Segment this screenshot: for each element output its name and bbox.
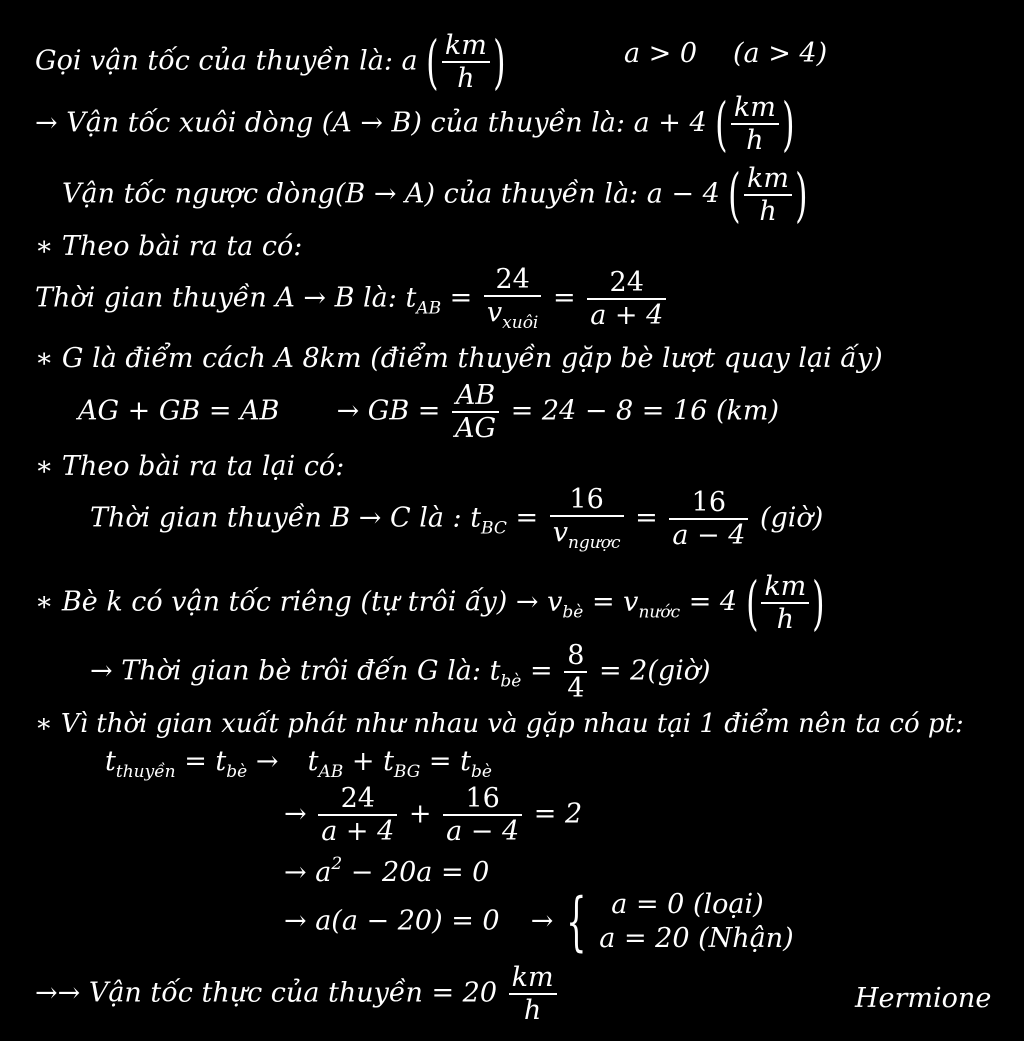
- raft-velocity-line: ∗ Bè k có vận tốc riêng (tự trôi ấy) → $v_{bè} = v_{nước} = 4$ ( $\frac{km}{h}$ ): [35, 569, 825, 638]
- brace-icon: {: [566, 884, 587, 959]
- downstream-velocity-line: → Vận tốc xuôi dòng (A → B) của thuyền là: a + 4 ( $\frac{km}{h}$ ): [35, 90, 795, 159]
- equation-reasoning-line: ∗ Vì thời gian xuất phát như nhau và gặp nhau tại 1 điểm nên ta có pt:: [35, 709, 964, 739]
- fraction-16: $\frac{16}{a - 4}$: [443, 783, 522, 847]
- unit-fraction: $\frac{km}{h}$: [761, 571, 809, 635]
- heading-theo-bai-ra-lai: ∗ Theo bài ra ta lại có:: [35, 451, 345, 482]
- fraction-sum-equation: → $\frac{24}{a + 4}$ + $\frac{16}{a - 4}$ = 2: [284, 783, 583, 848]
- factored-equation: → a(a − 20) = 0 → { a = 0 (loại) a = 20 (Nhận): [284, 884, 794, 959]
- time-a-to-b-line: Thời gian thuyền A → B là: $t_{AB}$ = 24 $v_{xuôi}$ = $\frac{24}{a + 4}$: [35, 264, 669, 334]
- time-equation-line: $t_{thuyền} = t_{bè} \to t_{AB} + t_{BG} = t_{bè}$: [105, 746, 492, 782]
- solution-cases: a = 0 (loại) a = 20 (Nhận): [599, 889, 794, 954]
- raft-time-line: → Thời gian bè trôi đến G là: $t_{bè}$ = $\frac{8}{4}$ = 2(giờ): [90, 640, 711, 705]
- ab-over-ag-fraction: $\frac{AB}{AG}$: [452, 380, 499, 444]
- author-signature: Hermione: [855, 983, 992, 1014]
- quadratic-equation: → $a^2 - 20a = 0$: [284, 854, 490, 888]
- condition-positive: a > 0: [624, 38, 698, 69]
- unit-fraction: $\frac{km}{h}$: [509, 962, 557, 1026]
- distance-gb-line: AG + GB = AB → GB = $\frac{AB}{AG}$ = 24 − 8 = 16 (km): [78, 380, 779, 445]
- conclusion-line: →→ Vận tốc thực của thuyền = 20 $\frac{km}{h}$: [35, 962, 560, 1026]
- condition-greater-than-4: (a > 4): [733, 38, 828, 69]
- unit-fraction: $\frac{km}{h}$: [731, 92, 779, 156]
- time-fraction-1: 24 $v_{xuôi}$: [484, 264, 541, 334]
- unit-fraction: $\frac{km}{h}$: [442, 30, 490, 94]
- fraction-24: $\frac{24}{a + 4}$: [318, 783, 397, 847]
- velocity-definition-line: Gọi vận tốc của thuyền là: a ( $\frac{km}{h}$ ): [35, 28, 506, 97]
- eight-over-four-fraction: $\frac{8}{4}$: [564, 640, 587, 704]
- time-fraction-3: 16 $v_{ngược}$: [550, 484, 624, 554]
- time-b-to-c-line: Thời gian thuyền B → C là : $t_{BC}$ = 16 $v_{ngược}$ = $\frac{16}{a - 4}$ (giờ): [90, 484, 824, 554]
- time-fraction-4: $\frac{16}{a - 4}$: [669, 487, 748, 551]
- unit-fraction: $\frac{km}{h}$: [744, 163, 792, 227]
- heading-theo-bai-ra: ∗ Theo bài ra ta có:: [35, 231, 303, 262]
- upstream-velocity-line: Vận tốc ngược dòng(B → A) của thuyền là: a − 4 ( $\frac{km}{h}$ ): [62, 161, 808, 230]
- time-fraction-2: $\frac{24}{a + 4}$: [587, 267, 666, 331]
- point-g-definition: ∗ G là điểm cách A 8km (điểm thuyền gặp bè lượt quay lại ấy): [35, 343, 883, 374]
